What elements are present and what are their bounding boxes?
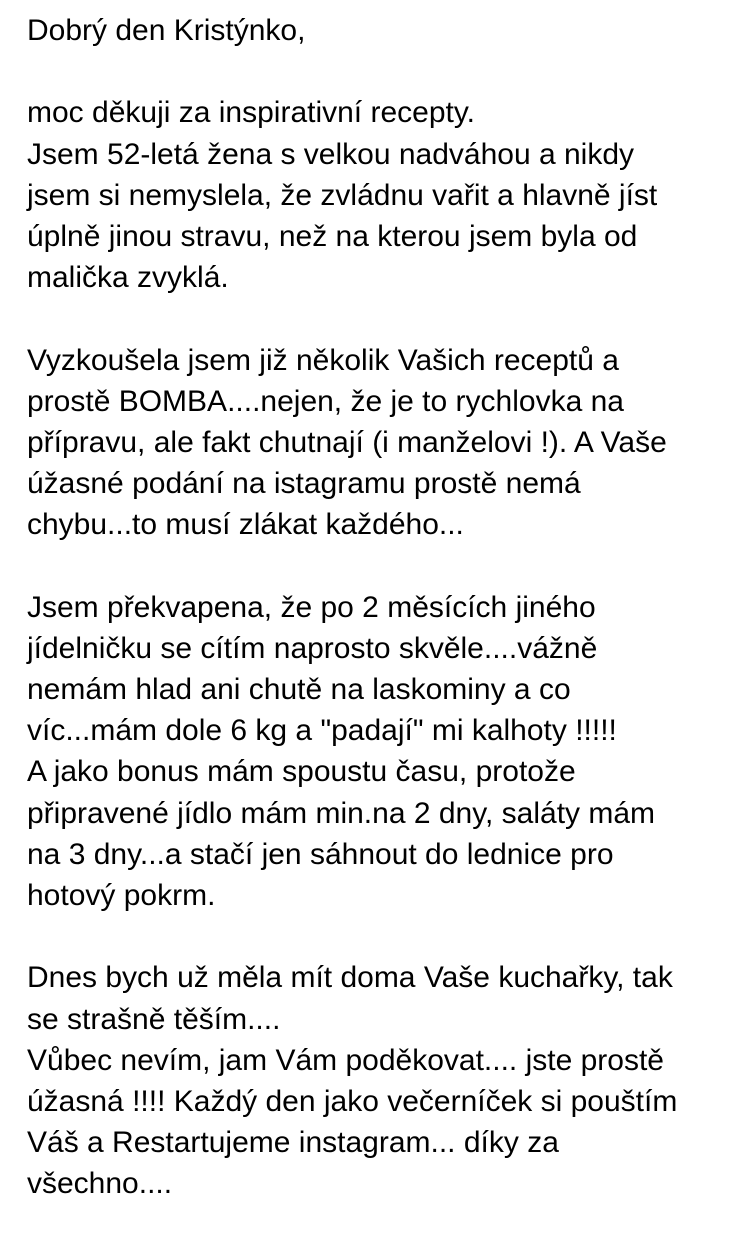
message-line: víc...mám dole 6 kg a "padají" mi kalhoty !!!!! <box>27 714 617 748</box>
message-line: Dnes bych už měla mít doma Vaše kuchařky, tak <box>27 961 673 995</box>
message-blank-line <box>27 545 727 586</box>
message-line: Dobrý den Kristýnko, <box>27 14 306 47</box>
message-line: malička zvyklá. <box>27 261 229 295</box>
message-line: nemám hlad ani chutě na laskominy a co <box>27 673 571 706</box>
message-line: na 3 dny...a stačí jen sáhnout do lednice pro <box>27 837 614 871</box>
message-line: Jsem překvapena, že po 2 měsících jiného <box>27 590 596 624</box>
message-line: přípravu, ale fakt chutnají (i manželovi !). A Vaše <box>27 425 667 459</box>
message-line: Váš a Restartujeme instagram... díky za <box>27 1126 559 1160</box>
message-line: Vůbec nevím, jam Vám poděkovat.... jste prostě <box>27 1043 664 1077</box>
message-line: všechno.... <box>27 1167 173 1201</box>
message-line: úplně jinou stravu, než na kterou jsem byla od <box>27 219 638 253</box>
message-line: připravené jídlo mám min.na 2 dny, saláty mám <box>27 796 656 830</box>
message-line: Vyzkoušela jsem již několik Vašich receptů a <box>27 343 619 377</box>
message-line: Jsem 52-letá žena s velkou nadváhou a nikdy <box>27 137 635 171</box>
message-blank-line <box>27 916 727 957</box>
message-line: se strašně těším.... <box>27 1002 281 1036</box>
message-line: úžasné podání na istagramu prostě nemá <box>27 467 581 501</box>
message-body <box>27 10 727 1204</box>
message-line: úžasná !!!! Každý den jako večerníček si pouštím <box>27 1084 678 1118</box>
message-line: chybu...to musí zlákat každého... <box>27 508 464 542</box>
message-line: A jako bonus mám spoustu času, protože <box>27 755 576 789</box>
message-blank-line <box>27 298 727 339</box>
message-line: jsem si nemyslela, že zvládnu vařit a hlavně jíst <box>27 178 658 212</box>
message-line: moc děkuji za inspirativní recepty. <box>27 96 475 130</box>
message-line: prostě BOMBA....nejen, že je to rychlovka na <box>27 384 624 418</box>
message-line: jídelničku se cítím naprosto skvěle....vážně <box>27 631 598 665</box>
message-line: hotový pokrm. <box>27 878 216 912</box>
message-blank-line <box>27 51 727 92</box>
